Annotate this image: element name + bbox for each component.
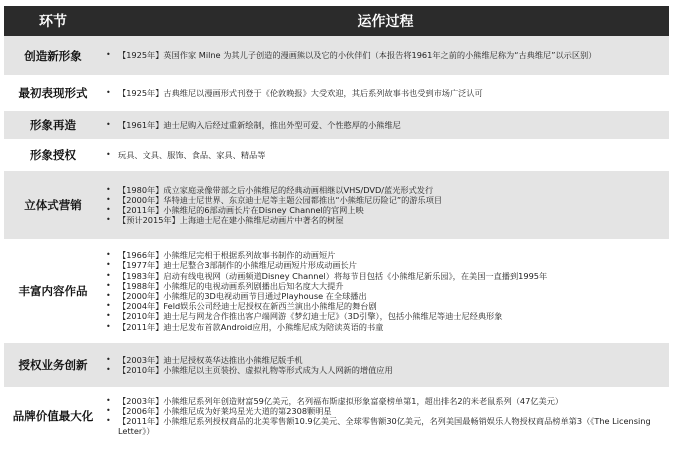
- list-item: • 【预计2015年】上海迪士尼在建小熊维尼动画片中著名的树屋: [102, 215, 663, 225]
- list-item: • 【2003年】小熊维尼系列年创造财富59亿美元，名列福布斯虚拟形象富豪榜单第1，超出排名2的米老鼠系列（47亿美元）: [102, 396, 663, 406]
- list-item: • 【2004年】Feld娱乐公司经迪士尼授权在新西兰演出小熊维尼的舞台剧: [102, 301, 663, 311]
- list-item: • 【1983年】启动有线电视网（动画频道Disney Channel）将每节目包括《小熊维尼新乐园》，在美国一直播到1995年: [102, 271, 663, 281]
- row-label: 丰富内容作品: [4, 240, 102, 342]
- row-label: 授权业务创新: [4, 342, 102, 388]
- row-label: 立体式营销: [4, 170, 102, 240]
- table-row: [4, 110, 669, 140]
- list-item: • 【2011年】小熊维尼的6部动画长片在Disney Channel的官网上映: [102, 205, 663, 215]
- list-item: • 【2006年】小熊维尼成为好莱坞星光大道的第2308颗明星: [102, 406, 663, 416]
- list-item: • 【2011年】迪士尼发布首款Android应用，小熊维尼成为陪读英语的书童: [102, 322, 663, 332]
- list-item: • 【2000年】小熊维尼的3D电视动画节目通过Playhouse 在全球播出: [102, 291, 663, 301]
- list-item: • 玩具、文具、服饰、食品、家具、精品等: [102, 150, 663, 160]
- list-item: • 【2000年】华特迪士尼世界、东京迪士尼等主题公园都推出“小熊维尼历险记”的游乐项目: [102, 195, 663, 205]
- list-item: • 【1988年】小熊维尼的电视动画系列剧播出后知名度大大提升: [102, 281, 663, 291]
- table-row: [4, 342, 669, 388]
- row-content: [102, 240, 669, 342]
- row-content: [102, 388, 669, 444]
- header-stage: 环节: [4, 6, 102, 36]
- row-label: 品牌价值最大化: [4, 388, 102, 444]
- list-item: • 【1961年】迪士尼购入后经过重新绘制，推出外型可爱、个性憨厚的小熊维尼: [102, 120, 663, 130]
- list-item: • 【1925年】英国作家 Milne 为其儿子创造的漫画熊以及它的小伙伴们（本报告将1961年之前的小熊维尼称为“古典维尼”以示区别）: [102, 50, 663, 60]
- table-row: [4, 76, 669, 110]
- row-content: [102, 170, 669, 240]
- list-item: • 【2010年】迪士尼与网龙合作推出客户端网游《梦幻迪士尼》（3D引擎），包括小熊维尼等迪士尼经典形象: [102, 311, 663, 321]
- list-item: • 【2003年】迪士尼授权英华达推出小熊维尼版手机: [102, 355, 663, 365]
- header-row: [4, 6, 669, 36]
- row-label: 形象授权: [4, 140, 102, 170]
- row-content: [102, 140, 669, 170]
- row-content: [102, 342, 669, 388]
- list-item: • 【2010年】小熊维尼以主页装扮、虚拟礼物等形式成为人人网新的增值应用: [102, 365, 663, 375]
- row-content: [102, 36, 669, 76]
- list-item: • 【1980年】成立家庭录像带部之后小熊维尼的经典动画相继以VHS/DVD/蓝光形式发行: [102, 185, 663, 195]
- list-item: • 【1966年】小熊维尼完相于根据系列故事书制作的动画短片: [102, 250, 663, 260]
- list-item: • 【1977年】迪士尼整合3部制作的小熊维尼动画短片形成动画长片: [102, 260, 663, 270]
- table-row: [4, 240, 669, 342]
- list-item: • 【1925年】古典维尼以漫画形式刊登于《伦敦晚报》大受欢迎，其后系列故事书也受到市场广泛认可: [102, 88, 663, 98]
- row-label: 最初表现形式: [4, 76, 102, 110]
- list-item: • 【2011年】小熊维尼系列授权商品的北美零售额10.9亿美元、全球零售额30亿美元，名列美国最畅销娱乐人物授权商品榜单第3（《The Licensing Letter》）: [102, 416, 663, 436]
- row-label: 创造新形象: [4, 36, 102, 76]
- row-content: [102, 110, 669, 140]
- row-content: [102, 76, 669, 110]
- process-table: [4, 6, 669, 445]
- table-row: [4, 36, 669, 76]
- table-row: [4, 170, 669, 240]
- row-label: 形象再造: [4, 110, 102, 140]
- header-process: 运作过程: [102, 6, 669, 36]
- table-row: [4, 140, 669, 170]
- table-row: [4, 388, 669, 444]
